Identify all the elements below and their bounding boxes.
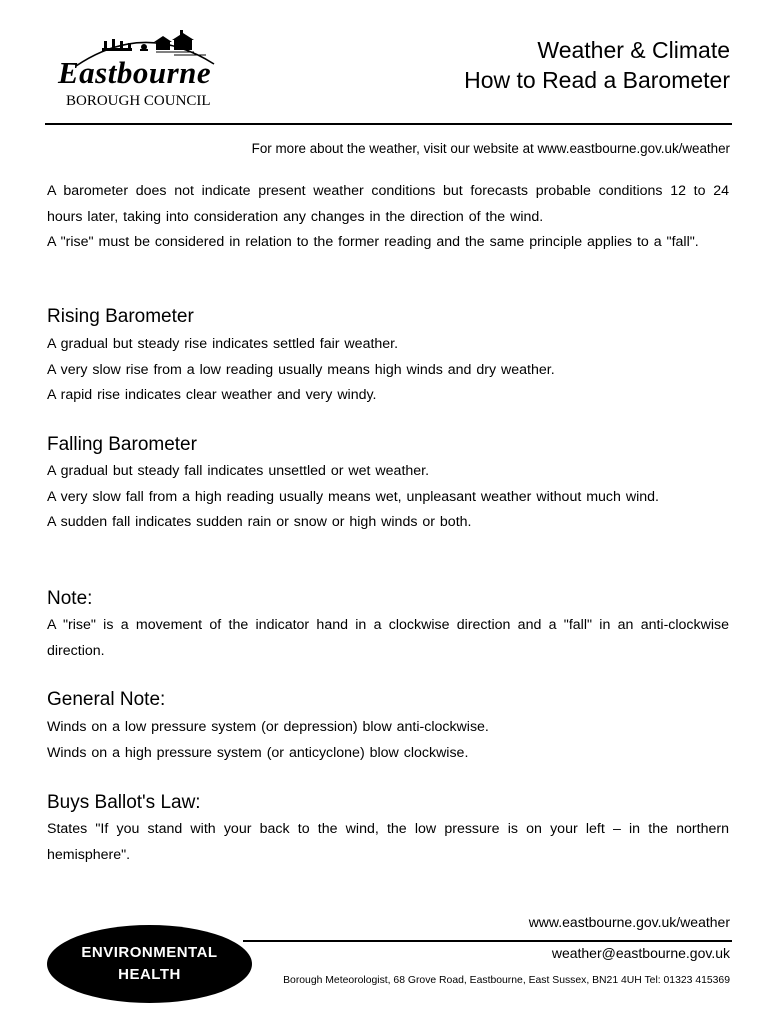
section-line: A very slow rise from a low reading usually means high winds and dry weather. <box>47 361 555 378</box>
footer-address: Borough Meteorologist, 68 Grove Road, Eastbourne, East Sussex, BN21 4UH Tel: 01323 415369 <box>283 975 730 986</box>
section-note <box>47 613 729 664</box>
section-rising <box>47 332 729 409</box>
logo-subtitle: BOROUGH COUNCIL <box>66 93 211 109</box>
section-general-note <box>47 715 729 766</box>
section-buys-ballot <box>47 817 729 868</box>
footer-website-link[interactable]: www.eastbourne.gov.uk/weather <box>528 914 730 930</box>
section-heading-general-note: General Note: <box>47 689 166 710</box>
section-line: Winds on a low pressure system (or depression) blow anti-clockwise. <box>47 719 489 735</box>
intro-paragraph: A "rise" must be considered in relation to the former reading and the same principle applies to a "fall". <box>47 234 699 251</box>
section-line: A very slow fall from a high reading usually means wet, unpleasant weather without much wind. <box>47 488 659 505</box>
page-subtitle: How to Read a Barometer <box>464 67 730 93</box>
section-line: A gradual but steady fall indicates unsettled or wet weather. <box>47 463 430 479</box>
section-line: A "rise" is a movement of the indicator hand in a clockwise direction and a "fall" in an anti-clockwise direction. <box>47 617 729 659</box>
section-heading-buys-ballot: Buys Ballot's Law: <box>47 792 201 813</box>
badge-line-2: HEALTH <box>118 966 181 983</box>
section-line: Winds on a high pressure system (or anticyclone) blow clockwise. <box>47 744 469 761</box>
environmental-health-badge <box>47 925 252 1003</box>
badge-line-1: ENVIRONMENTAL <box>81 944 218 961</box>
section-heading-note: Note: <box>47 588 93 609</box>
section-line: States "If you stand with your back to the wind, the low pressure is on your left – in the northern hemisphere". <box>47 821 729 863</box>
logo-wordmark: Eastbourne <box>58 55 212 90</box>
footer-email-link[interactable]: weather@eastbourne.gov.uk <box>551 945 730 961</box>
intro-paragraph: A barometer does not indicate present weather conditions but forecasts probable conditions 12 to 24 hours later, taking into consideration any changes in the direction of the wind. <box>47 183 729 225</box>
section-line: A gradual but steady rise indicates settled fair weather. <box>47 336 399 352</box>
intro-block <box>47 179 729 256</box>
header-divider <box>45 123 732 125</box>
section-falling <box>47 459 729 536</box>
section-line: A sudden fall indicates sudden rain or snow or high winds or both. <box>47 514 472 531</box>
section-heading-falling: Falling Barometer <box>47 434 197 455</box>
section-line: A rapid rise indicates clear weather and very windy. <box>47 387 377 404</box>
footer-divider <box>243 940 732 942</box>
website-note: For more about the weather, visit our website at www.eastbourne.gov.uk/weather <box>251 141 730 156</box>
council-logo <box>44 28 244 116</box>
section-heading-rising: Rising Barometer <box>47 306 194 327</box>
page-title: Weather & Climate <box>537 37 730 63</box>
